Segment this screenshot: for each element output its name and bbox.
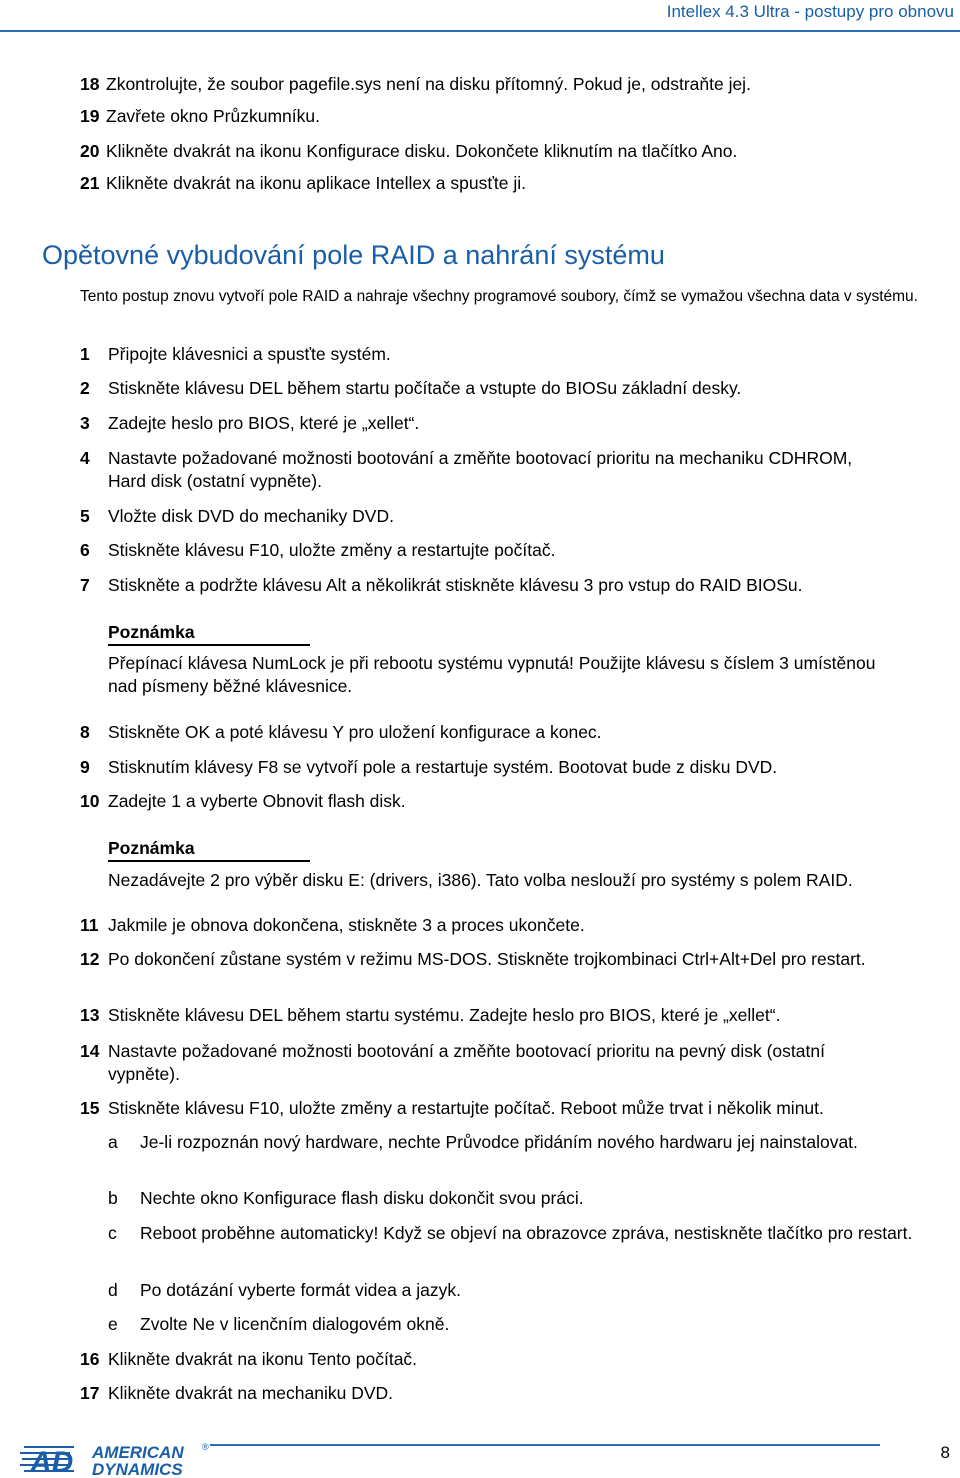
step-text: Jakmile je obnova dokončena, stiskněte 3 a proces ukončete. [108, 915, 585, 935]
list-item [80, 73, 751, 95]
step-text: Nastavte požadované možnosti bootování a změňte bootovací prioritu na pevný disk (ostatní vypněte). [108, 1041, 825, 1084]
section-title: Opětovné vybudování pole RAID a nahrání systému [42, 240, 665, 270]
logo-mark: AD [30, 1446, 74, 1476]
step-text: Stiskněte a podržte klávesu Alt a několikrát stiskněte klávesu 3 pro vstup do RAID BIOSu. [108, 575, 803, 595]
step-text: Stiskněte klávesu F10, uložte změny a restartujte počítač. Reboot může trvat i několik minut. [108, 1098, 824, 1118]
step-number: 21 [80, 173, 100, 193]
step-text: Po dokončení zůstane systém v režimu MS-DOS. Stiskněte trojkombinaci Ctrl+Alt+Del pro restart. [108, 949, 866, 969]
registered-mark: ® [202, 1442, 209, 1452]
step-text: Klikněte dvakrát na mechaniku DVD. [108, 1383, 393, 1403]
substep-text: Po dotázání vyberte formát videa a jazyk. [140, 1280, 461, 1300]
list-item [80, 140, 737, 162]
step-text: Klikněte dvakrát na ikonu aplikace Intellex a spusťte ji. [106, 173, 526, 193]
step-text: Vložte disk DVD do mechaniky DVD. [108, 506, 394, 526]
step-number: 4 [80, 448, 90, 468]
step-text: Klikněte dvakrát na ikonu Konfigurace disku. Dokončete kliknutím na tlačítko Ano. [106, 141, 738, 161]
substep-letter: d [108, 1280, 118, 1300]
step-number: 12 [80, 949, 100, 969]
substep-letter: c [108, 1223, 117, 1243]
list-item [80, 172, 526, 194]
step-number: 17 [80, 1383, 100, 1403]
step-number: 2 [80, 378, 90, 398]
substep-letter: e [108, 1314, 118, 1334]
step-text: Stiskněte klávesu F10, uložte změny a restartujte počítač. [108, 540, 556, 560]
step-text: Připojte klávesnici a spusťte systém. [108, 344, 391, 364]
note-text: Nezadávejte 2 pro výběr disku E: (drivers, i386). Tato volba neslouží pro systémy s polem RAID. [108, 870, 853, 890]
step-number: 19 [80, 106, 100, 126]
step-text: Zkontrolujte, že soubor pagefile.sys není na disku přítomný. Pokud je, odstraňte jej. [106, 74, 751, 94]
step-text: Zavřete okno Průzkumníku. [106, 106, 320, 126]
step-text: Stiskněte klávesu DEL během startu systému. Zadejte heslo pro BIOS, které je „xellet“. [108, 1005, 781, 1025]
substep-text: Je-li rozpoznán nový hardware, nechte Průvodce přidáním nového hardwaru jej nainstalovat. [140, 1132, 858, 1152]
step-number: 7 [80, 575, 90, 595]
note-text: Přepínací klávesa NumLock je při rebootu systému vypnutá! Použijte klávesu s číslem 3 umístěnou nad písmeny běžné klávesnice. [108, 653, 876, 696]
step-number: 20 [80, 141, 100, 161]
step-text: Zadejte heslo pro BIOS, které je „xellet“. [108, 413, 420, 433]
note-heading: Poznámka [108, 622, 310, 646]
list-item [80, 105, 320, 127]
step-number: 1 [80, 344, 90, 364]
step-number: 5 [80, 506, 90, 526]
header-rule [0, 30, 960, 32]
step-text: Stiskněte klávesu DEL během startu počítače a vstupte do BIOSu základní desky. [108, 378, 742, 398]
section-intro: Tento postup znovu vytvoří pole RAID a nahraje všechny programové soubory, čímž se vymažou všechna data v systému. [80, 288, 918, 305]
step-text: Stisknutím klávesy F8 se vytvoří pole a restartuje systém. Bootovat bude z disku DVD. [108, 757, 778, 777]
substep-text: Reboot proběhne automaticky! Když se objeví na obrazovce zpráva, nestiskněte tlačítko pro restart. [140, 1223, 913, 1243]
step-number: 11 [80, 915, 99, 935]
footer-rule [210, 1444, 880, 1446]
step-number: 13 [80, 1005, 100, 1025]
logo-line1: AMERICAN [92, 1443, 184, 1462]
page-number: 8 [940, 1443, 950, 1462]
step-number: 14 [80, 1041, 100, 1061]
step-number: 16 [80, 1349, 100, 1369]
substep-letter: a [108, 1132, 118, 1152]
step-number: 6 [80, 540, 90, 560]
step-text: Klikněte dvakrát na ikonu Tento počítač. [108, 1349, 418, 1369]
step-text: Stiskněte OK a poté klávesu Y pro uložení konfigurace a konec. [108, 722, 602, 742]
step-number: 15 [80, 1098, 100, 1118]
step-number: 10 [80, 791, 100, 811]
note-heading: Poznámka [108, 838, 310, 862]
step-text: Zadejte 1 a vyberte Obnovit flash disk. [108, 791, 406, 811]
step-number: 8 [80, 722, 90, 742]
logo-line2: DYNAMICS [92, 1460, 183, 1476]
american-dynamics-logo [20, 1436, 220, 1476]
substep-text: Nechte okno Konfigurace flash disku dokončit svou práci. [140, 1188, 584, 1208]
step-text: Nastavte požadované možnosti bootování a změňte bootovací prioritu na mechaniku CDHROM, Hard disk (ostatní vypněte). [108, 448, 853, 491]
substep-letter: b [108, 1188, 118, 1208]
running-header: Intellex 4.3 Ultra - postupy pro obnovu [666, 2, 954, 21]
step-number: 9 [80, 757, 90, 777]
substep-text: Zvolte Ne v licenčním dialogovém okně. [140, 1314, 450, 1334]
step-number: 18 [80, 74, 100, 94]
step-number: 3 [80, 413, 90, 433]
